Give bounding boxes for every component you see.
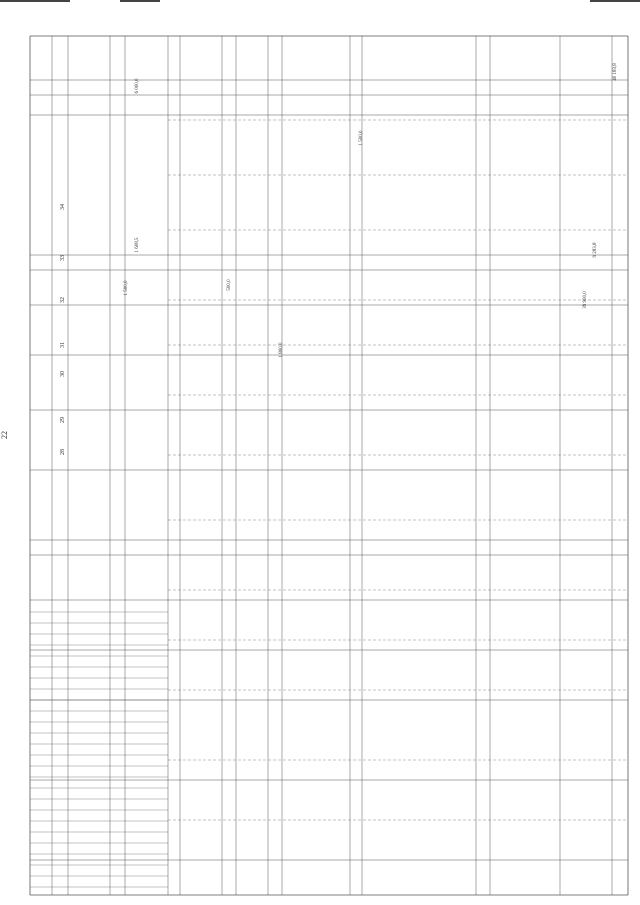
column-number-label: 29: [60, 417, 66, 423]
cell-value: 1 608,5: [135, 237, 140, 253]
cell-value: 40 183,8: [613, 63, 618, 81]
cell-value: 1 800,0: [279, 342, 284, 358]
column-number-label: 30: [60, 371, 66, 377]
column-number-label: 33: [60, 255, 66, 261]
cell-value: 9 283,8: [593, 242, 598, 258]
cell-value: 500,0: [227, 279, 232, 291]
column-number-label: 28: [60, 449, 66, 455]
cell-value: 1 500,0: [359, 130, 364, 146]
column-number-label: 31: [60, 342, 66, 348]
cell-value: 39 900,0: [583, 291, 588, 309]
page-number: 22: [0, 431, 9, 439]
cell-value: 6 000,0: [135, 78, 140, 94]
column-number-label: 34: [60, 204, 66, 210]
column-number-label: 32: [60, 297, 66, 303]
cell-value: 1 500,0: [124, 280, 129, 296]
